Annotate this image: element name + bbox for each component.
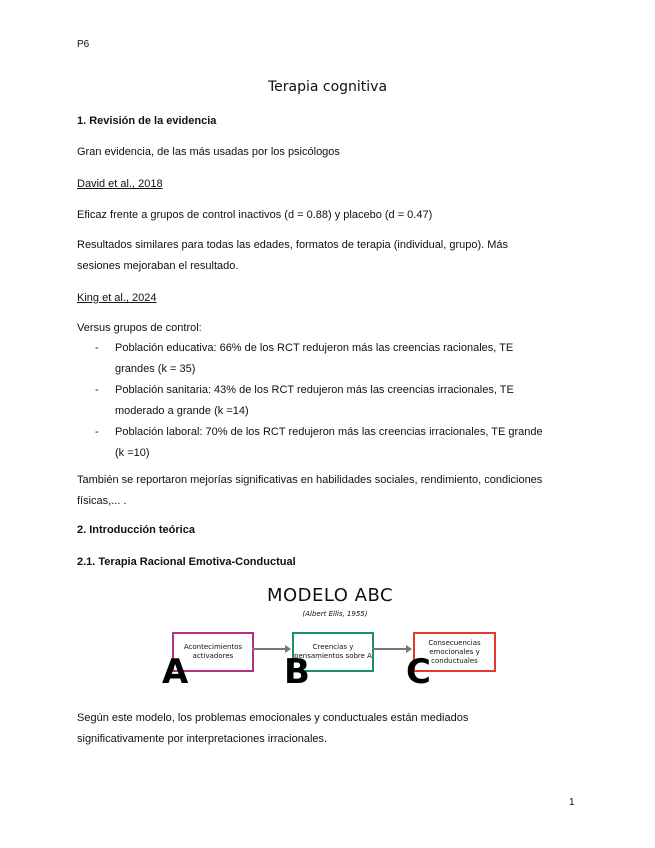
bullet-text-line1: Población laboral: 70% de los RCT redujeron más las creencias irracionales, TE grande: [115, 426, 543, 438]
section2-subheading: 2.1. Terapia Racional Emotiva-Conductual: [77, 556, 296, 568]
model-text-line2: significativamente por interpretaciones irracionales.: [77, 733, 328, 745]
bullet-dash: -: [95, 426, 99, 438]
david-results-line1: Resultados similares para todas las edades, formatos de terapia (individual, grupo). Más: [77, 239, 509, 251]
bullet-text-line2: (k =10): [115, 447, 150, 459]
king-intro: Versus grupos de control:: [77, 322, 202, 334]
page-title: Terapia cognitiva: [267, 79, 388, 95]
box-c-text: Consecuencias emocionales y conductuales: [428, 638, 481, 665]
page-label: P6: [77, 39, 90, 50]
box-b-text: Creencias y pensamientos sobre A: [294, 643, 372, 660]
page-number: 1: [569, 797, 575, 808]
closing-line2: físicas,... .: [77, 495, 127, 507]
section1-intro: Gran evidencia, de las más usadas por los psicólogos: [77, 146, 340, 158]
arrow-a-b: [252, 648, 286, 650]
bullet-list: [95, 338, 595, 464]
letter-a: A: [162, 652, 189, 692]
bullet-dash: -: [95, 342, 99, 354]
letter-c: C: [406, 652, 431, 692]
reference-king: King et al., 2024: [77, 292, 157, 304]
list-item: [95, 380, 595, 422]
bullet-text-line1: Población sanitaria: 43% de los RCT redujeron más las creencias irracionales, TE: [115, 384, 514, 396]
section2-heading: 2. Introducción teórica: [77, 524, 195, 536]
diagram-title: MODELO ABC: [266, 585, 394, 606]
david-finding: Eficaz frente a grupos de control inactivos (d = 0.88) y placebo (d = 0.47): [77, 209, 433, 221]
list-item: [95, 422, 595, 464]
diagram-subtitle: (Albert Ellis, 1955): [302, 610, 368, 618]
bullet-text-line2: moderado a grande (k =14): [115, 405, 249, 417]
david-results-line2: sesiones mejoraban el resultado.: [77, 260, 239, 272]
box-a-text: Acontecimientos activadores: [183, 643, 243, 660]
bullet-text-line2: grandes (k = 35): [115, 363, 196, 375]
abc-diagram: [160, 585, 500, 695]
model-text-line1: Según este modelo, los problemas emocionales y conductuales están mediados: [77, 712, 469, 724]
reference-david: David et al., 2018: [77, 178, 163, 190]
arrow-b-c: [372, 648, 407, 650]
closing-line1: También se reportaron mejorías significativas en habilidades sociales, rendimiento, condiciones: [77, 474, 543, 486]
letter-b: B: [284, 652, 310, 692]
bullet-text-line1: Población educativa: 66% de los RCT redujeron más las creencias racionales, TE: [115, 342, 514, 354]
bullet-dash: -: [95, 384, 99, 396]
section1-heading: 1. Revisión de la evidencia: [77, 115, 217, 127]
list-item: [95, 338, 595, 380]
